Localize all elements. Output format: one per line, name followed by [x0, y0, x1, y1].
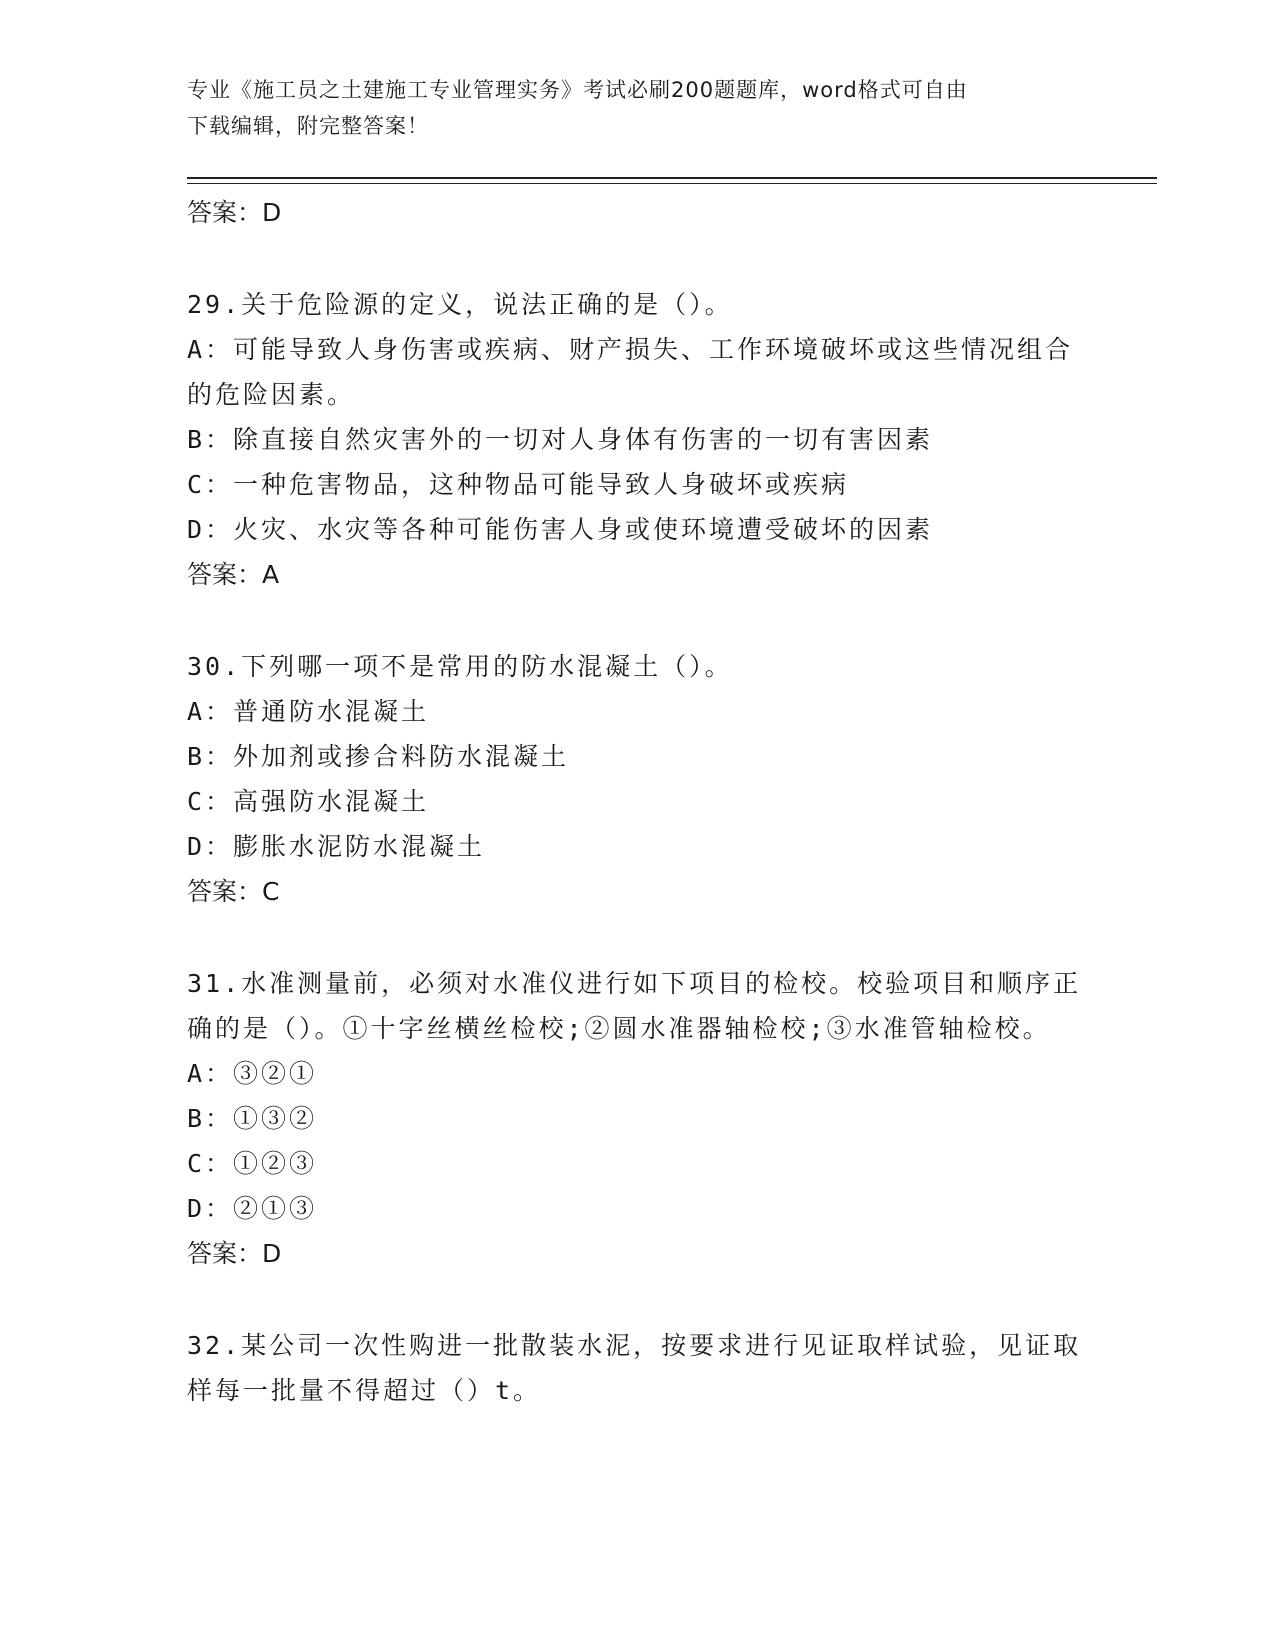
question-32-text: 32.某公司一次性购进一批散装水泥，按要求进行见证取样试验，见证取样每一批量不得超过（）t。	[187, 1331, 1082, 1405]
document-header	[187, 72, 1067, 144]
question-31-option-a: A：③②①	[187, 1059, 318, 1088]
previous-answer: 答案：D	[187, 198, 282, 227]
question-30	[187, 644, 1087, 914]
question-29	[187, 282, 1087, 597]
question-32	[187, 1323, 1087, 1413]
header-rule-thick	[187, 177, 1157, 179]
question-30-option-d: D：膨胀水泥防水混凝土	[187, 832, 486, 861]
header-line-2: 下载编辑，附完整答案！	[187, 114, 429, 138]
question-29-option-c: C：一种危害物品，这种物品可能导致人身破坏或疾病	[187, 470, 850, 499]
question-30-option-a: A：普通防水混凝土	[187, 697, 430, 726]
header-rule-thin	[187, 183, 1157, 184]
question-29-option-d: D：火灾、水灾等各种可能伤害人身或使环境遭受破坏的因素	[187, 515, 934, 544]
question-29-answer: 答案：A	[187, 560, 280, 589]
question-30-option-b: B：外加剂或掺合料防水混凝土	[187, 742, 570, 771]
question-29-option-a: A：可能导致人身伤害或疾病、财产损失、工作环境破坏或这些情况组合的危险因素。	[187, 335, 1074, 409]
question-29-option-b: B：除直接自然灾害外的一切对人身体有伤害的一切有害因素	[187, 425, 934, 454]
question-30-option-c: C：高强防水混凝土	[187, 787, 430, 816]
document-body	[187, 190, 1087, 1413]
question-31-option-b: B：①③②	[187, 1104, 318, 1133]
question-29-text: 29.关于危险源的定义，说法正确的是（）。	[187, 290, 733, 319]
question-31-option-c: C：①②③	[187, 1149, 318, 1178]
question-30-text: 30.下列哪一项不是常用的防水混凝土（）。	[187, 652, 733, 681]
header-line-1: 专业《施工员之土建施工专业管理实务》考试必刷200题题库，word格式可自由	[187, 78, 968, 102]
question-31-option-d: D：②①③	[187, 1194, 318, 1223]
question-31-text: 31.水准测量前，必须对水准仪进行如下项目的检校。校验项目和顺序正确的是（）。①十字丝横丝检校;②圆水准器轴检校;③水准管轴检校。	[187, 969, 1082, 1043]
question-31	[187, 961, 1087, 1276]
question-31-answer: 答案：D	[187, 1239, 282, 1268]
question-30-answer: 答案：C	[187, 877, 280, 906]
